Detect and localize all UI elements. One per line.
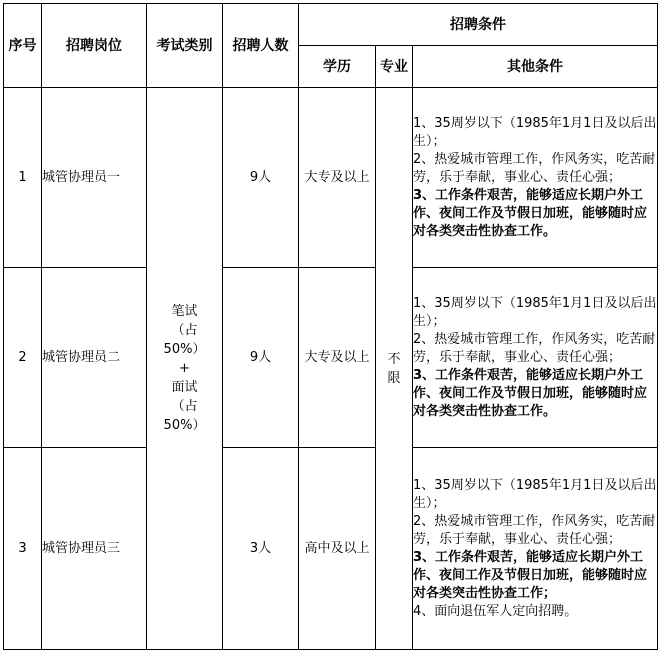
row-count: 9人 <box>223 268 299 448</box>
condition-item: 1、35周岁以下（1985年1月1日及以后出生）； <box>413 477 657 511</box>
condition-item: 2、热爱城市管理工作，作风务实，吃苦耐劳，乐于奉献，事业心、责任心强； <box>413 151 656 185</box>
header-count: 招聘人数 <box>223 4 299 88</box>
row-other-conditions <box>413 448 658 650</box>
condition-item: 1、35周岁以下（1985年1月1日及以后出生）； <box>413 115 657 149</box>
row-position: 城管协理员二 <box>42 268 147 448</box>
exam-type-line: 50%） <box>163 342 206 357</box>
condition-item: 1、35周岁以下（1985年1月1日及以后出生）； <box>413 295 657 329</box>
condition-item: 4、面向退伍军人定向招聘。 <box>413 603 578 619</box>
row-position: 城管协理员一 <box>42 88 147 268</box>
row-other-conditions <box>413 88 658 268</box>
header-conditions: 招聘条件 <box>299 4 658 46</box>
table-row <box>4 448 658 650</box>
condition-item: 2、热爱城市管理工作，作风务实，吃苦耐劳，乐于奉献，事业心、责任心强； <box>413 331 656 365</box>
table-row <box>4 88 658 268</box>
header-position: 招聘岗位 <box>42 4 147 88</box>
exam-type-line: 50%） <box>163 418 206 433</box>
major-value: 限 <box>387 370 401 386</box>
row-education: 大专及以上 <box>299 268 376 448</box>
exam-type-line: + <box>179 361 190 376</box>
recruitment-table <box>3 3 658 650</box>
header-seq: 序号 <box>4 4 42 88</box>
row-seq: 3 <box>4 448 42 650</box>
condition-item: 3、工作条件艰苦，能够适应长期户外工作、夜间工作及节假日加班，能够随时应对各类突击性协查工作； <box>413 549 648 601</box>
exam-type-line: 面试 <box>171 380 198 395</box>
row-count: 9人 <box>223 88 299 268</box>
header-education: 学历 <box>299 46 376 88</box>
row-seq: 2 <box>4 268 42 448</box>
header-other: 其他条件 <box>413 46 658 88</box>
major-cell <box>376 88 413 650</box>
header-major: 专业 <box>376 46 413 88</box>
row-count: 3人 <box>223 448 299 650</box>
exam-type-line: （占 <box>171 399 198 414</box>
row-education: 高中及以上 <box>299 448 376 650</box>
row-other-conditions <box>413 268 658 448</box>
condition-item: 3、工作条件艰苦，能够适应长期户外工作、夜间工作及节假日加班，能够随时应对各类突击性协查工作。 <box>413 367 648 419</box>
exam-type-line: （占 <box>171 323 198 338</box>
header-exam-type: 考试类别 <box>147 4 223 88</box>
condition-item: 2、热爱城市管理工作，作风务实，吃苦耐劳，乐于奉献，事业心、责任心强； <box>413 513 656 547</box>
exam-type-line: 笔试 <box>171 304 198 319</box>
row-position: 城管协理员三 <box>42 448 147 650</box>
major-value: 不 <box>387 351 401 367</box>
table-row <box>4 268 658 448</box>
row-education: 大专及以上 <box>299 88 376 268</box>
exam-type-cell <box>147 88 223 650</box>
row-seq: 1 <box>4 88 42 268</box>
condition-item: 3、工作条件艰苦，能够适应长期户外工作、夜间工作及节假日加班，能够随时应对各类突击性协查工作。 <box>413 187 648 239</box>
